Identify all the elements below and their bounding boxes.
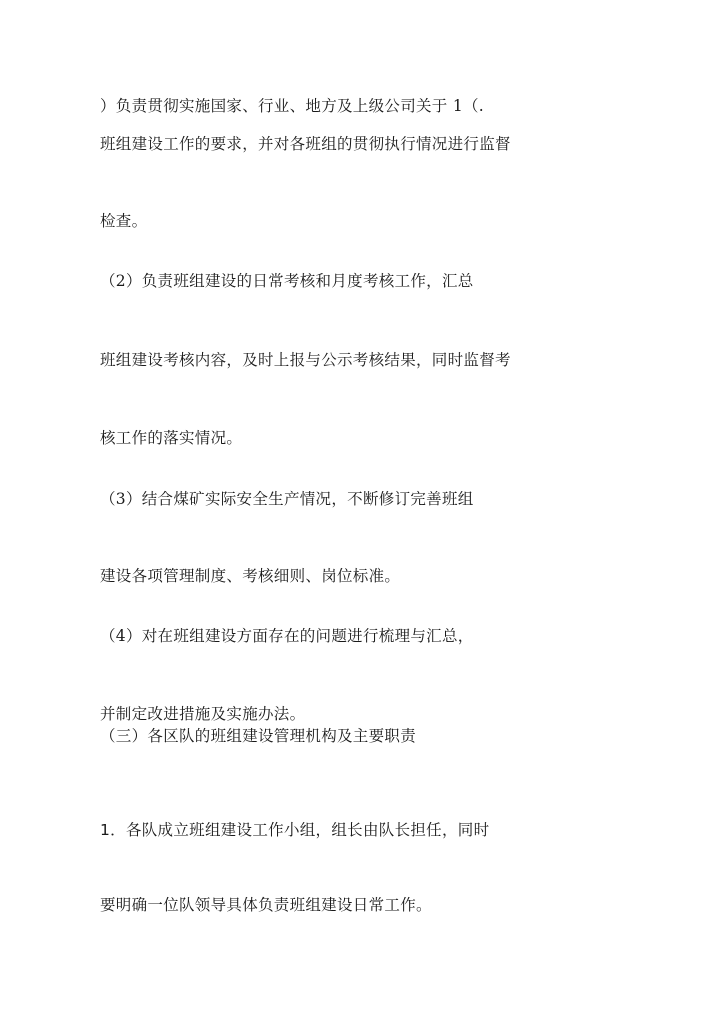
numbered-item-1-line-1: 1．各队成立班组建设工作小组，组长由队长担任，同时 <box>100 821 490 839</box>
item-3-line-1: （3）结合煤矿实际安全生产情况，不断修订完善班组 <box>100 490 474 508</box>
item-4-line-2: 并制定改进措施及实施办法。 <box>100 705 306 723</box>
paragraph-line-3: 检查。 <box>100 212 148 230</box>
numbered-item-1-line-2: 要明确一位队领导具体负责班组建设日常工作。 <box>100 896 432 914</box>
paragraph-line-2: 班组建设工作的要求，并对各班组的贯彻执行情况进行监督 <box>100 135 511 153</box>
section-heading: （三）各区队的班组建设管理机构及主要职责 <box>100 727 417 745</box>
item-3-line-2: 建设各项管理制度、考核细则、岗位标准。 <box>100 567 401 585</box>
item-2-line-3: 核工作的落实情况。 <box>100 429 243 447</box>
paragraph-line-1: ）负责贯彻实施国家、行业、地方及上级公司关于 1（. <box>100 97 485 115</box>
item-2-line-2: 班组建设考核内容，及时上报与公示考核结果，同时监督考 <box>100 351 511 369</box>
item-4-line-1: （4）对在班组建设方面存在的问题进行梳理与汇总， <box>100 627 474 645</box>
item-2-line-1: （2）负责班组建设的日常考核和月度考核工作，汇总 <box>100 272 474 290</box>
